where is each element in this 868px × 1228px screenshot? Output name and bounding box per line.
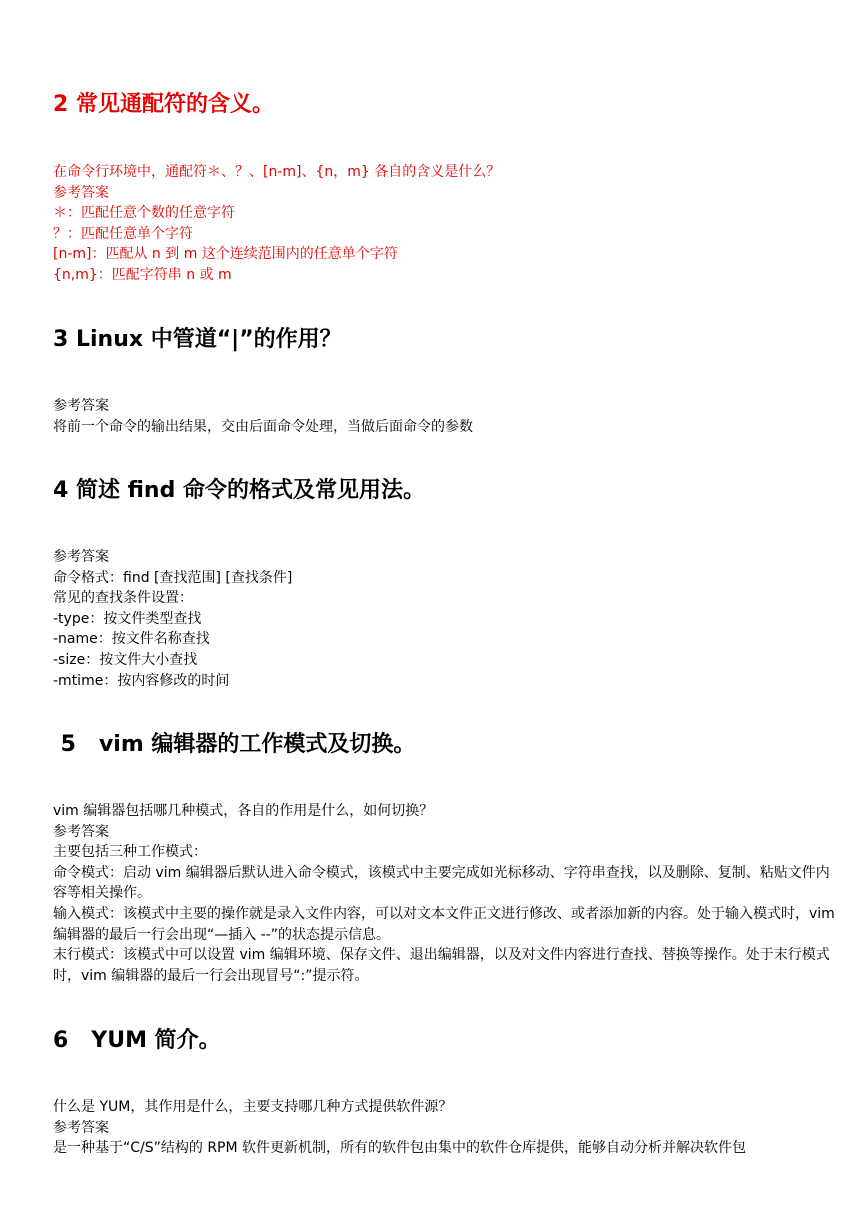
answer-paragraph: 输入模式：该模式中主要的操作就是录入文件内容，可以对文本文件正文进行修改、或者添加新的内容。处于输入模式时，vim 编辑器的最后一行会出现“—插入 --”的状态提示信息。 [53, 905, 835, 943]
answer-line: 主要包括三种工作模式： [53, 844, 207, 861]
answer-line: 常见的查找条件设置： [53, 590, 193, 607]
answer-line: {n,m}：匹配字符串 n 或 m [53, 266, 232, 283]
section-body-6 [53, 1097, 843, 1159]
answer-line: -name：按文件名称查找 [53, 631, 210, 648]
answer-label: 参考答案 [53, 398, 109, 414]
answer-line: 是一种基于“C/S”结构的 RPM 软件更新机制，所有的软件包由集中的软件仓库提供，能够自动分析并解决软件包 [53, 1140, 747, 1157]
answer-label: 参考答案 [53, 184, 109, 201]
section-heading-2: 2 常见通配符的含义。 [53, 92, 274, 117]
section-body-4 [53, 547, 843, 691]
section-heading-3: 3 Linux 中管道“|”的作用？ [53, 327, 342, 352]
section-body-2 [53, 162, 843, 286]
answer-line: 命令格式：find [查找范围] [查找条件] [53, 569, 293, 586]
answer-line: -size：按文件大小查找 [53, 651, 198, 668]
question-text: 在命令行环境中，通配符＊、？、[n-m]、{n，m} 各自的含义是什么？ [53, 164, 501, 180]
answer-paragraph: 末行模式：该模式中可以设置 vim 编辑环境、保存文件、退出编辑器，以及对文件内容进行查找、替换等操作。处于末行模式时，vim 编辑器的最后一行会出现冒号“:”提示符。 [53, 947, 830, 984]
section-body-5 [53, 801, 843, 986]
answer-line: [n-m]：匹配从 n 到 m 这个连续范围内的任意单个字符 [53, 246, 398, 263]
section-heading-5: 5 vim 编辑器的工作模式及切换。 [53, 732, 416, 757]
answer-line: -type：按文件类型查找 [53, 610, 202, 627]
section-heading-4: 4 简述 find 命令的格式及常见用法。 [53, 478, 426, 503]
section-body-3 [53, 396, 843, 437]
question-text: 什么是 YUM，其作用是什么，主要支持哪几种方式提供软件源？ [53, 1099, 453, 1115]
section-heading-6: 6 YUM 简介。 [53, 1028, 221, 1053]
answer-label: 参考答案 [53, 1119, 109, 1136]
answer-line: 将前一个命令的输出结果，交由后面命令处理，当做后面命令的参数 [53, 418, 473, 435]
answer-paragraph: 命令模式：启动 vim 编辑器后默认进入命令模式，该模式中主要完成如光标移动、字符串查找，以及删除、复制、粘贴文件内容等相关操作。 [53, 864, 830, 902]
answer-label: 参考答案 [53, 823, 109, 840]
answer-line: -mtime：按内容修改的时间 [53, 672, 230, 689]
answer-label: 参考答案 [53, 549, 109, 565]
answer-line: ＊：匹配任意个数的任意字符 [53, 205, 235, 222]
question-text: vim 编辑器包括哪几种模式，各自的作用是什么，如何切换？ [53, 803, 434, 819]
answer-line: ？：匹配任意单个字符 [53, 225, 193, 242]
